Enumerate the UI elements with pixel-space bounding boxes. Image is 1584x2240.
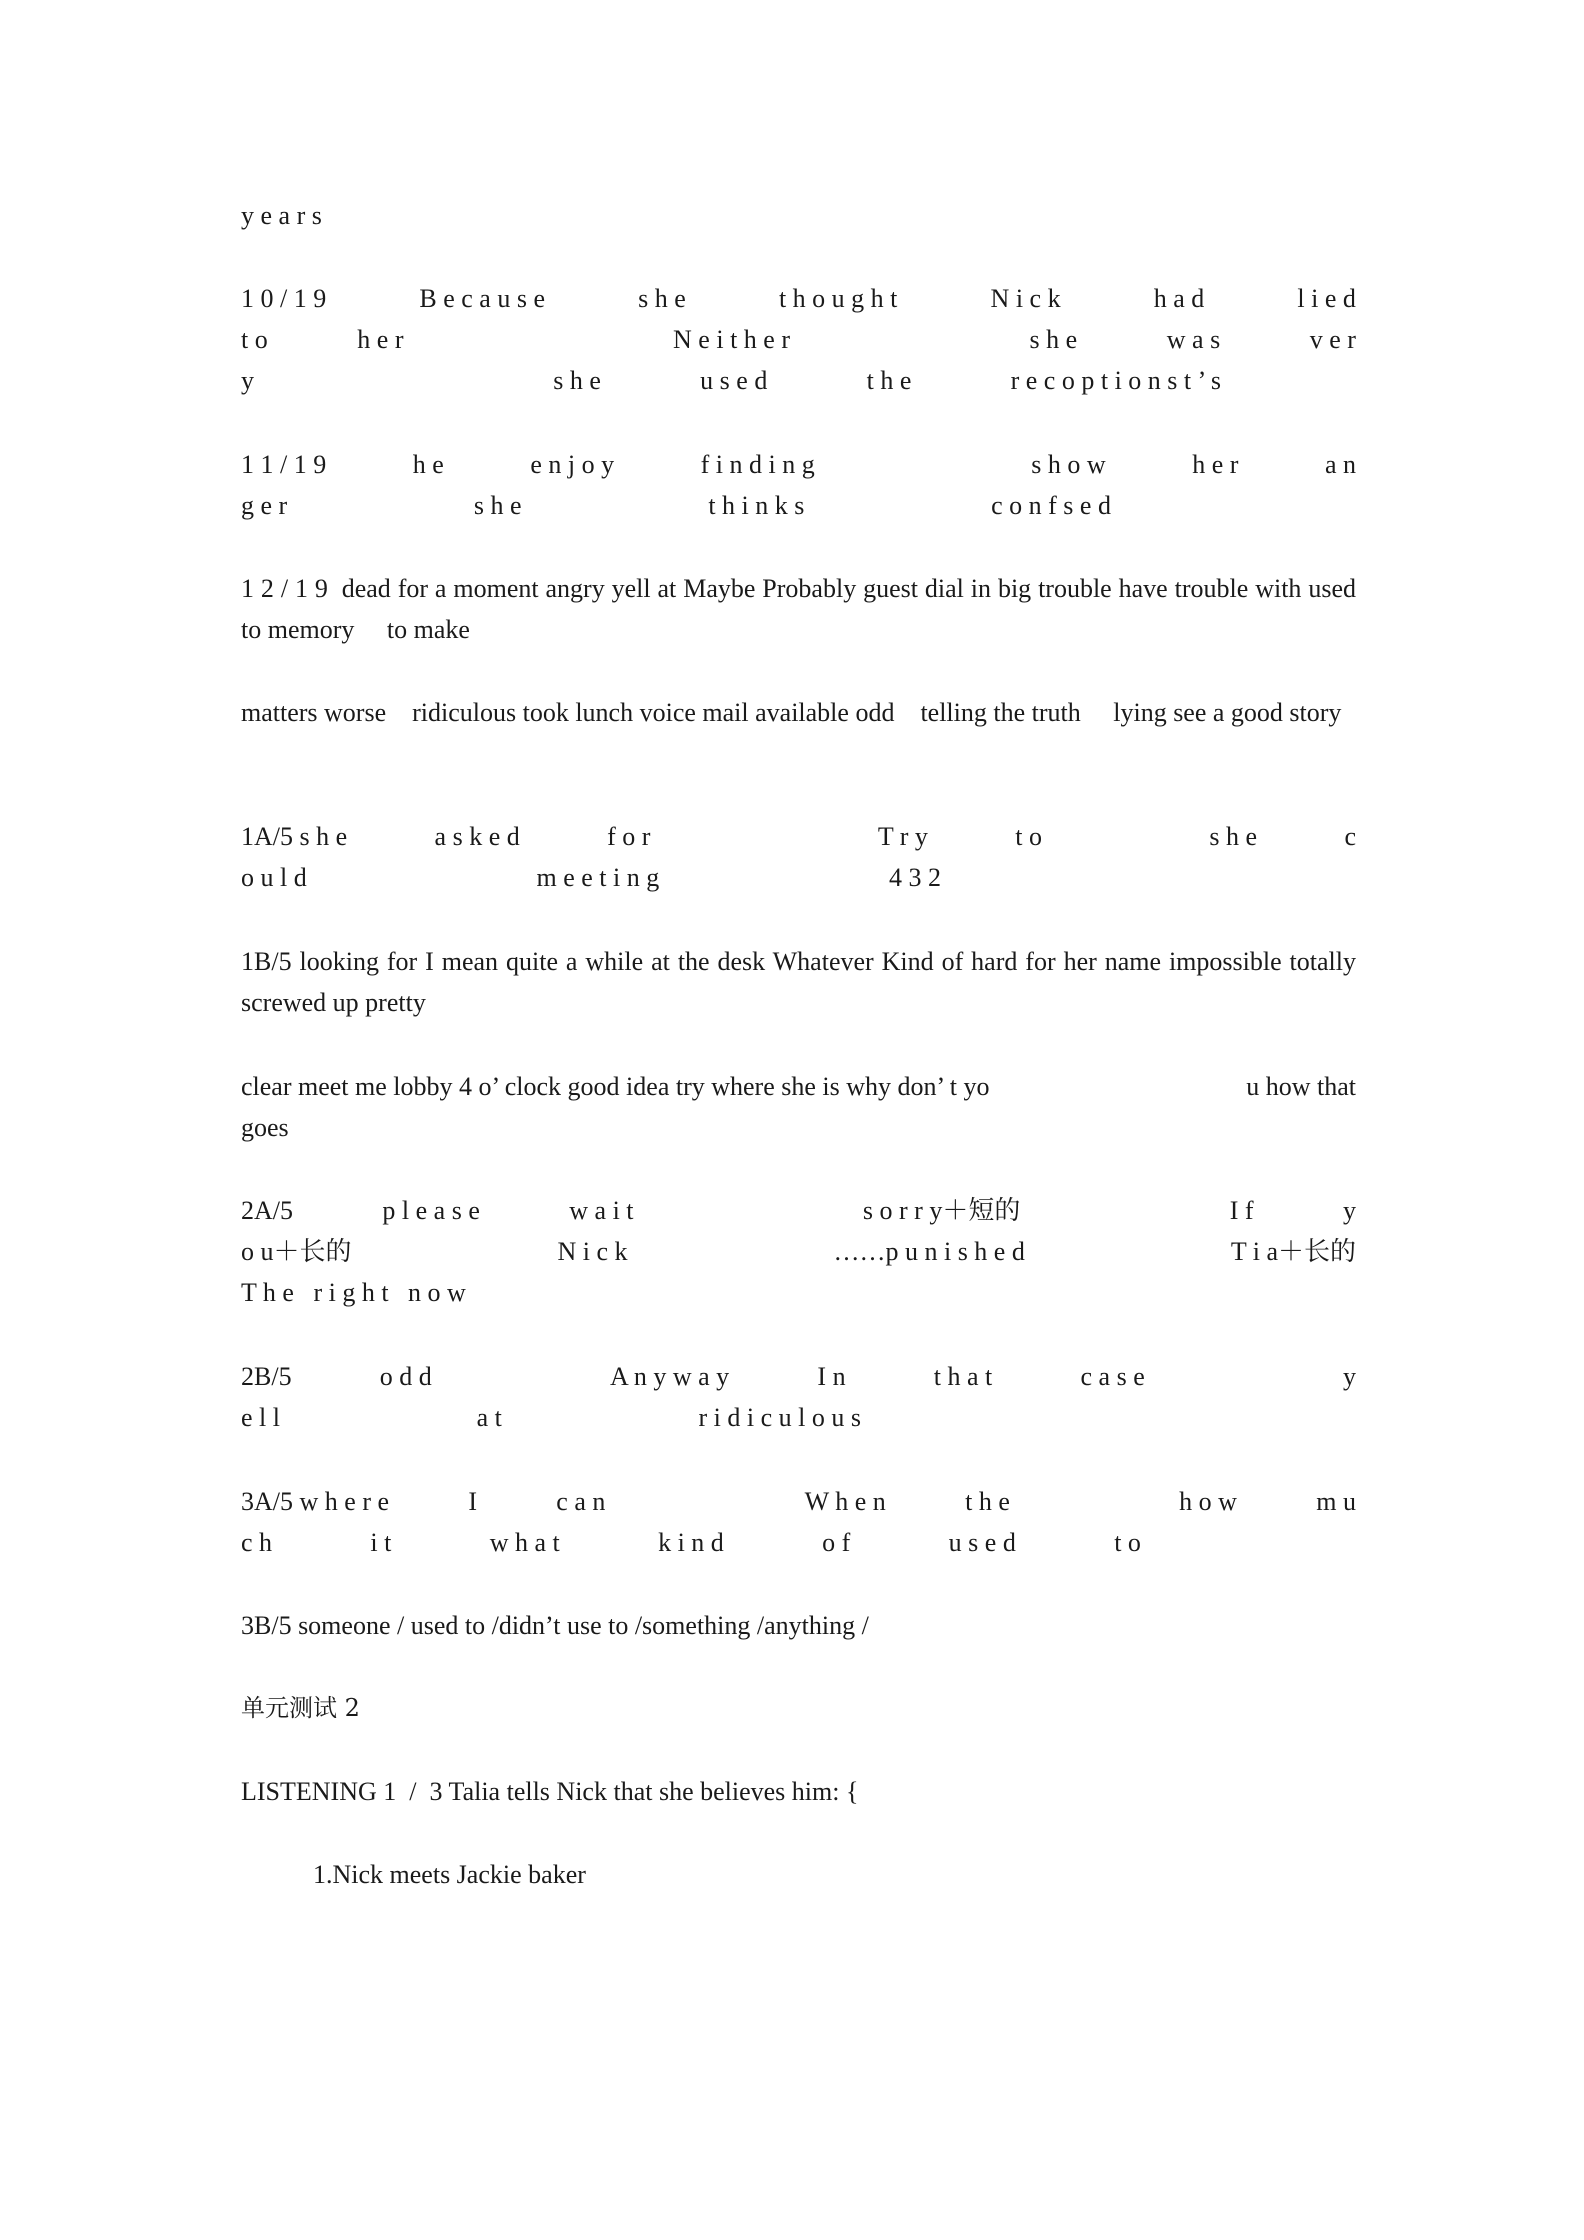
word: h e r: [357, 325, 404, 354]
line-years: y e a r s: [241, 201, 322, 230]
word: c a n: [556, 1487, 606, 1516]
word: g e r: [241, 491, 288, 520]
word: o u l d: [241, 863, 307, 892]
listening-line: [241, 1771, 1356, 1812]
word: s h e: [1209, 822, 1258, 851]
list-item: [313, 1854, 1428, 1895]
word: T i a＋长的: [1230, 1237, 1356, 1266]
word: u s e d: [948, 1528, 1016, 1557]
line-10-19-a: [241, 278, 1356, 319]
paragraph-text: 3B/5 someone / used to /didn’t use to /something /anything /: [241, 1611, 869, 1640]
word: c a s e: [1080, 1362, 1145, 1391]
word: t o: [1015, 822, 1043, 851]
word: I: [468, 1487, 477, 1516]
word: N i c k: [557, 1237, 628, 1266]
word: o f: [822, 1528, 851, 1557]
word: t h a t: [933, 1362, 993, 1391]
word: a s k e d: [434, 822, 520, 851]
word: r i d i c u l o u s: [698, 1403, 861, 1432]
line-11-19-a: [241, 444, 1356, 485]
word: t o: [1114, 1528, 1141, 1557]
word: a t: [476, 1403, 502, 1432]
word: t h i n k s: [708, 491, 805, 520]
line-10-19-c: [241, 360, 1221, 401]
word: I n: [817, 1362, 846, 1391]
word: k i n d: [658, 1528, 724, 1557]
word: h o w: [1179, 1487, 1237, 1516]
word: N e i t h e r: [673, 325, 790, 354]
word: y: [1342, 1362, 1356, 1391]
line-11-19-b: [241, 485, 1111, 526]
word: u how that: [1246, 1072, 1356, 1101]
word: i t: [370, 1528, 392, 1557]
word: m u: [1316, 1487, 1356, 1516]
word: v e r: [1309, 325, 1356, 354]
answer-1a-5: [241, 816, 1356, 898]
answer-11-19: [241, 444, 1356, 526]
line-1b-d: goes: [241, 1113, 289, 1142]
answer-2a-5: [241, 1190, 1356, 1313]
word: c o n f s e d: [991, 491, 1111, 520]
word: ……p u n i s h e d: [833, 1237, 1025, 1266]
word: 1 0 / 1 9: [241, 284, 327, 313]
word: f o r: [607, 822, 651, 851]
word: w a s: [1166, 325, 1221, 354]
word: c h: [241, 1528, 273, 1557]
word: 3A/5 w h e r e: [241, 1487, 390, 1516]
word: s h e: [553, 366, 601, 395]
word: u s e d: [700, 366, 768, 395]
section-heading-unit-test-2: [241, 1688, 1356, 1729]
word: h a d: [1153, 284, 1205, 313]
answer-3a-5: [241, 1481, 1356, 1563]
word: clear meet me lobby 4 o’ clock good idea try where she is why don’ t yo: [241, 1072, 990, 1101]
word: s o r r y＋短的: [862, 1196, 1021, 1225]
text-years: [241, 195, 1356, 236]
word: T r y: [877, 822, 928, 851]
word: t o: [241, 325, 268, 354]
word: f i n d i n g: [700, 450, 815, 479]
word: y: [241, 366, 254, 395]
word: h e: [412, 450, 444, 479]
word: r e c o p t i o n s t ’ s: [1010, 366, 1221, 395]
heading-text: 单元测试 2: [241, 1694, 360, 1722]
word: 4 3 2: [889, 863, 941, 892]
word: s h e: [638, 284, 686, 313]
word: a n: [1324, 450, 1356, 479]
line-1a-a: [241, 816, 1356, 857]
word: B e c a u s e: [419, 284, 545, 313]
paragraph-text: LISTENING 1 / 3 Talia tells Nick that she believes him: {: [241, 1777, 859, 1806]
word: y: [1342, 1196, 1356, 1225]
line-2b-b: [241, 1397, 861, 1438]
word: 2B/5: [241, 1362, 292, 1391]
word: t h e: [866, 366, 912, 395]
word: N i c k: [990, 284, 1061, 313]
answer-1b-5-cont: [241, 1066, 1356, 1148]
answer-10-19: [241, 278, 1356, 401]
word: e n j o y: [530, 450, 615, 479]
word: e l l: [241, 1403, 280, 1432]
paragraph-text: 1 2 / 1 9 dead for a moment angry yell at Maybe Probably guest dial in big trouble have trouble with used to memory to make: [241, 574, 1363, 644]
line-2a-b: [241, 1231, 1356, 1272]
word: w a i t: [569, 1196, 634, 1225]
line-2a-c: T h e r i g h t n o w: [241, 1278, 466, 1307]
word: s h e: [1029, 325, 1078, 354]
line-3a-b: [241, 1522, 1141, 1563]
paragraph-text: matters worse ridiculous took lunch voice mail available odd telling the truth lying see a good story: [241, 698, 1342, 727]
line-3a-a: [241, 1481, 1356, 1522]
word: m e e t i n g: [536, 863, 660, 892]
answer-1b-5: [241, 941, 1356, 1023]
word: A n y w a y: [610, 1362, 730, 1391]
line-1a-b: [241, 857, 941, 898]
word: 1 1 / 1 9: [241, 450, 327, 479]
word: 1A/5 s h e: [241, 822, 348, 851]
word: l i e d: [1297, 284, 1356, 313]
word: W h e n: [804, 1487, 886, 1516]
line-2a-a: [241, 1190, 1356, 1231]
answer-12-19-cont: [241, 692, 1356, 733]
list-item-text: 1.Nick meets Jackie baker: [313, 1860, 586, 1889]
line-2b-a: [241, 1356, 1356, 1397]
word: o d d: [379, 1362, 432, 1391]
word: h e r: [1192, 450, 1239, 479]
word: 2A/5: [241, 1196, 293, 1225]
word: I f: [1229, 1196, 1254, 1225]
answer-12-19: [241, 568, 1363, 650]
word: w h a t: [489, 1528, 560, 1557]
answer-2b-5: [241, 1356, 1356, 1438]
word: s h e: [473, 491, 522, 520]
line-10-19-b: [241, 319, 1356, 360]
line-1b-c: [241, 1066, 1356, 1107]
word: t h e: [965, 1487, 1010, 1516]
word: c: [1344, 822, 1356, 851]
word: p l e a s e: [382, 1196, 480, 1225]
answer-3b-5: [241, 1605, 1356, 1646]
word: t h o u g h t: [778, 284, 898, 313]
word: s h o w: [1031, 450, 1106, 479]
word: o u＋长的: [241, 1237, 352, 1266]
paragraph-text: 1B/5 looking for I mean quite a while at the desk Whatever Kind of hard for her name impossible totally screwed up pretty: [241, 947, 1356, 1017]
